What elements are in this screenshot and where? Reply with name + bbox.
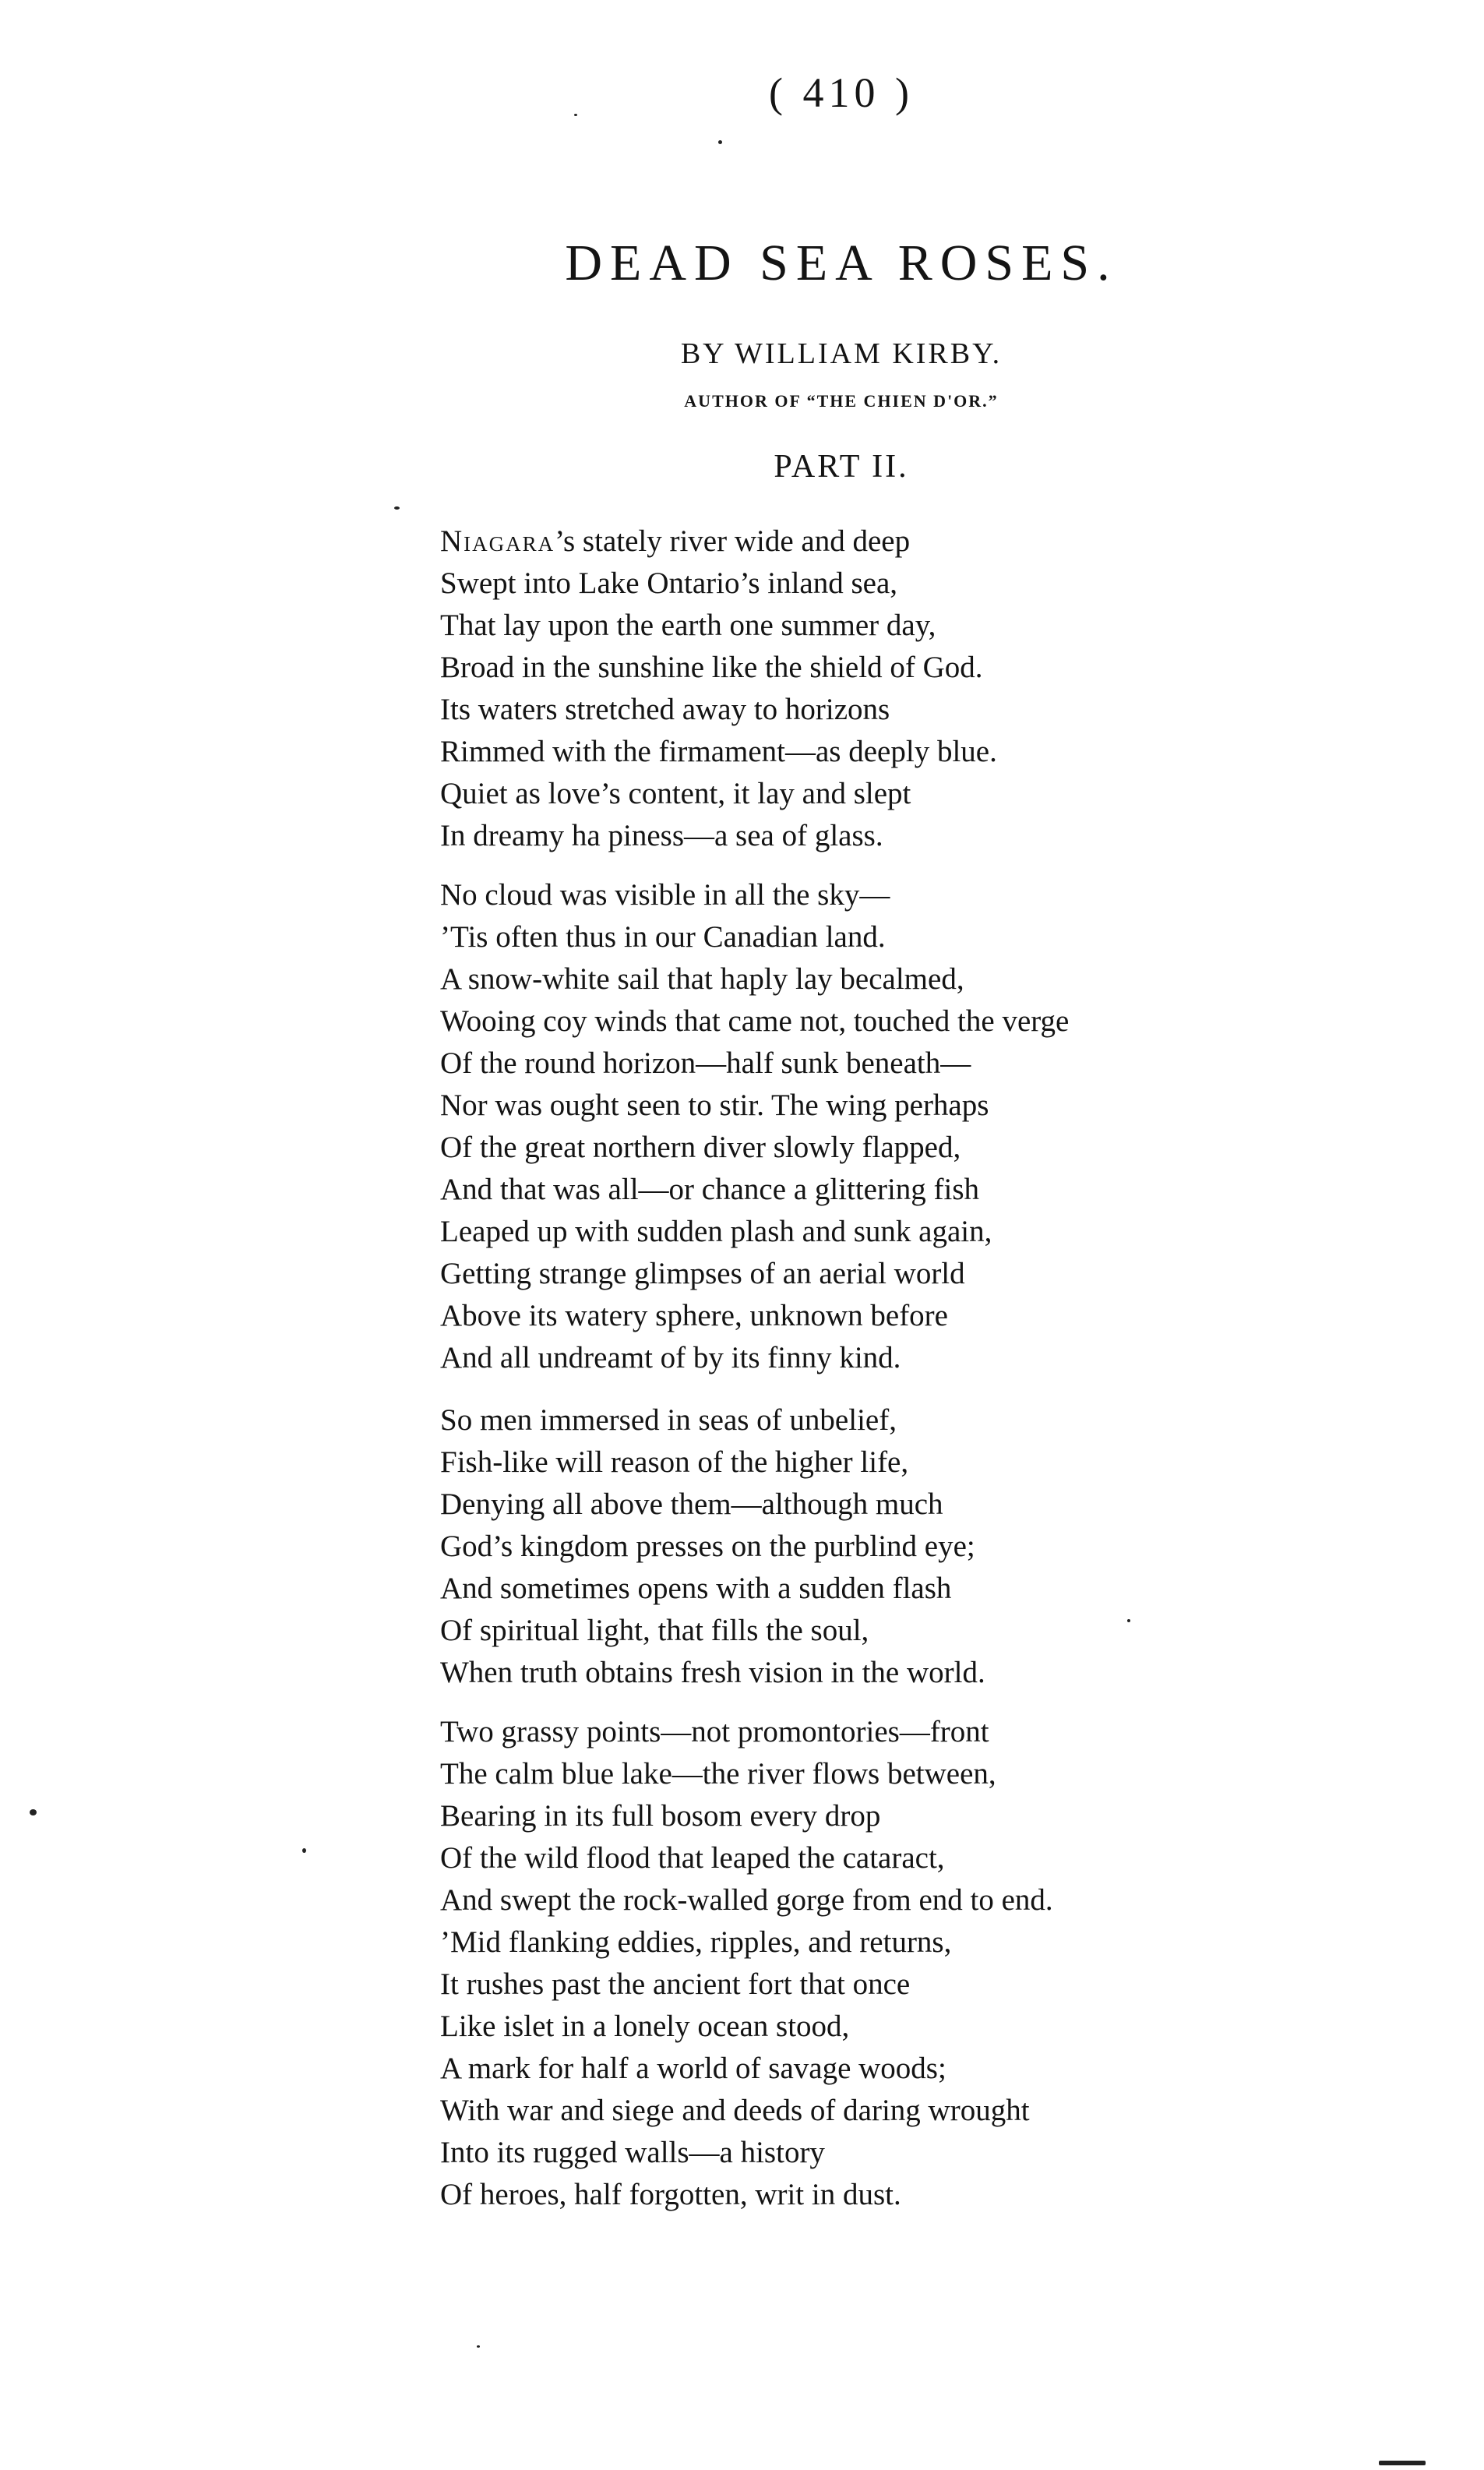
verse-line: Like islet in a lonely ocean stood, [440,2010,850,2043]
verse-line: Into its rugged walls—a history [440,2136,825,2169]
scan-speck [477,2345,480,2348]
stanza-1 [440,520,1375,857]
verse-line: Above its watery sphere, unknown before [440,1299,948,1332]
verse-line: Quiet as love’s content, it lay and slept [440,777,911,810]
verse-line: And that was all—or chance a glittering fish [440,1173,980,1206]
part-heading: PART II. [774,449,909,485]
verse-line: Of the wild flood that leaped the cataract, [440,1841,945,1875]
verse-line: No cloud was visible in all the sky— [440,878,890,912]
scan-speck [302,1848,306,1853]
verse-line: Nor was ought seen to stir. The wing perhaps [440,1089,989,1122]
scan-speck [394,506,400,510]
byline: BY WILLIAM KIRBY. [680,337,1003,370]
verse-line: In dreamy ha piness—a sea of glass. [440,819,883,852]
verse-line: So men immersed in seas of unbelief, [440,1403,897,1437]
verse-line: And swept the rock-walled gorge from end to end. [440,1883,1053,1917]
verse-line: ’Tis often thus in our Canadian land. [440,920,886,954]
stanza-2 [440,874,1375,1379]
verse-line: Two grassy points—not promontories—front [440,1715,989,1748]
verse-line: Wooing coy winds that came not, touched the verge [440,1004,1070,1038]
verse-line: God’s kingdom presses on the purblind eye; [440,1530,975,1563]
verse-line: The calm blue lake—the river flows between, [440,1757,996,1791]
verse-line: Rimmed with the firmament—as deeply blue. [440,735,997,768]
poem-title: DEAD SEA ROSES. [565,235,1118,291]
verse-line: Leaped up with sudden plash and sunk again, [440,1215,992,1248]
verse-line: Of spiritual light, that fills the soul, [440,1614,869,1647]
stanza-3 [440,1399,1375,1694]
verse-line: ’Mid flanking eddies, ripples, and returns, [440,1925,952,1959]
verse-line: It rushes past the ancient fort that once [440,1967,911,2001]
verse-line: When truth obtains fresh vision in the world. [440,1656,985,1689]
verse-line: And sometimes opens with a sudden flash [440,1572,952,1605]
scan-speck [574,114,577,116]
verse-line: Of the round horizon—half sunk beneath— [440,1046,971,1080]
scan-speck [1379,2461,1426,2465]
verse-line: That lay upon the earth one summer day, [440,609,936,642]
verse-line [440,520,1375,563]
verse-line: Fish-like will reason of the higher life, [440,1445,909,1479]
verse-line: Of the great northern diver slowly flapped, [440,1131,961,1164]
verse-line: Of heroes, half forgotten, writ in dust. [440,2178,901,2211]
scan-speck [1127,1619,1130,1622]
scan-speck [30,1809,37,1815]
verse-line: A mark for half a world of savage woods; [440,2052,946,2085]
verse-line: Broad in the sunshine like the shield of God. [440,651,983,684]
verse-line: And all undreamt of by its finny kind. [440,1341,901,1374]
author-note: AUTHOR OF “THE CHIEN D'OR.” [684,391,999,411]
page-number: ( 410 ) [769,69,914,116]
verse-line: Swept into Lake Ontario’s inland sea, [440,566,898,600]
verse-line: Denying all above them—although much [440,1487,943,1521]
drop-word: Niagara [440,524,555,558]
verse-line: Getting strange glimpses of an aerial world [440,1257,965,1290]
verse-line: A snow-white sail that haply lay becalmed, [440,962,964,996]
verse-line: Its waters stretched away to horizons [440,693,890,726]
scan-speck [718,140,722,144]
stanza-4 [440,1711,1375,2216]
verse-line-rest: ’s stately river wide and deep [555,524,911,558]
verse-line: With war and siege and deeds of daring wrought [440,2094,1030,2127]
verse-line: Bearing in its full bosom every drop [440,1799,881,1833]
